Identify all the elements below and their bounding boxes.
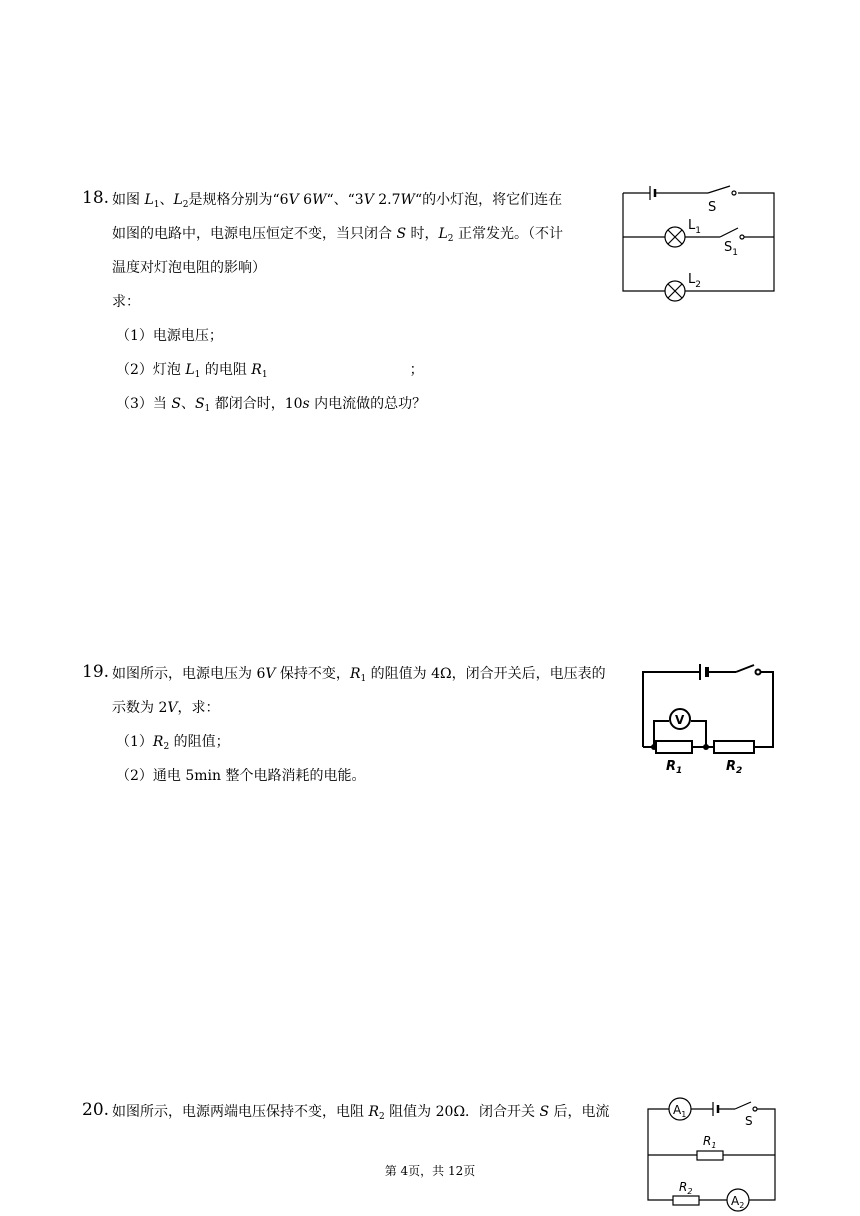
label-R1: $R_1$ [703, 1134, 717, 1150]
label-R2: $R_2$ [726, 759, 743, 776]
label-S1: $S_1$ [724, 240, 738, 258]
question-text-line-3: 温度对灯泡电阻的影响） [112, 260, 266, 276]
sub-question-1: （1）电源电压； [116, 328, 223, 344]
ammeter-A2-label: $A_2$ [731, 1194, 745, 1210]
label-L2: $L_2$ [688, 272, 701, 290]
ammeter-A1-label: $A_1$ [673, 1103, 687, 1119]
question-ask: 求： [112, 294, 140, 310]
question-text-line-2: 如图的电路中，电源电压恒定不变，当只闭合 S 时，$L_2$ 正常发光。（不计 [112, 226, 563, 244]
label-S: S [708, 200, 717, 215]
page-footer: 第 4页，共 12页 [384, 1164, 476, 1178]
question-text-line-1: 如图 $L_1$、$L_2$是规格分别为“6V 6W“、“3V 2.7W“的小灯泡，将它们连在 [112, 192, 563, 210]
question-text-line-2: 示数为 2V，求： [112, 700, 220, 716]
circuit-diagram-19 [640, 660, 780, 775]
label-R2: $R_2$ [679, 1180, 693, 1196]
voltmeter-label: V [675, 713, 685, 727]
question-text-line-1: 如图所示，电源两端电压保持不变，电阻 $R_2$ 阻值为 20Ω．闭合开关 S 后，电流 [112, 1104, 610, 1122]
circuit-diagram-20 [645, 1095, 785, 1215]
label-R1: $R_1$ [666, 759, 683, 776]
sub-question-1: $(1)R_2$ 的阻值； [116, 734, 230, 752]
question-number: 18. [82, 188, 110, 208]
label-L1: $L_1$ [688, 218, 701, 236]
circuit-diagram-18 [620, 183, 780, 303]
question-number: 19. [82, 662, 110, 682]
sub-question-3: （3）当 S、$S_1$ 都闭合时，10s 内电流做的总功？ [116, 396, 427, 414]
label-S: S [745, 1114, 753, 1128]
question-number: 20. [82, 1100, 110, 1120]
sub-question-2: （2）通电 5min 整个电路消耗的电能。 [116, 768, 366, 784]
sub-question-2: （2）灯泡 $L_1$ 的电阻 $R_1$ ； [116, 362, 424, 380]
question-text-line-1: 如图所示，电源电压为 6V 保持不变，$R_1$ 的阻值为 4Ω，闭合开关后，电压表的 [112, 666, 606, 684]
